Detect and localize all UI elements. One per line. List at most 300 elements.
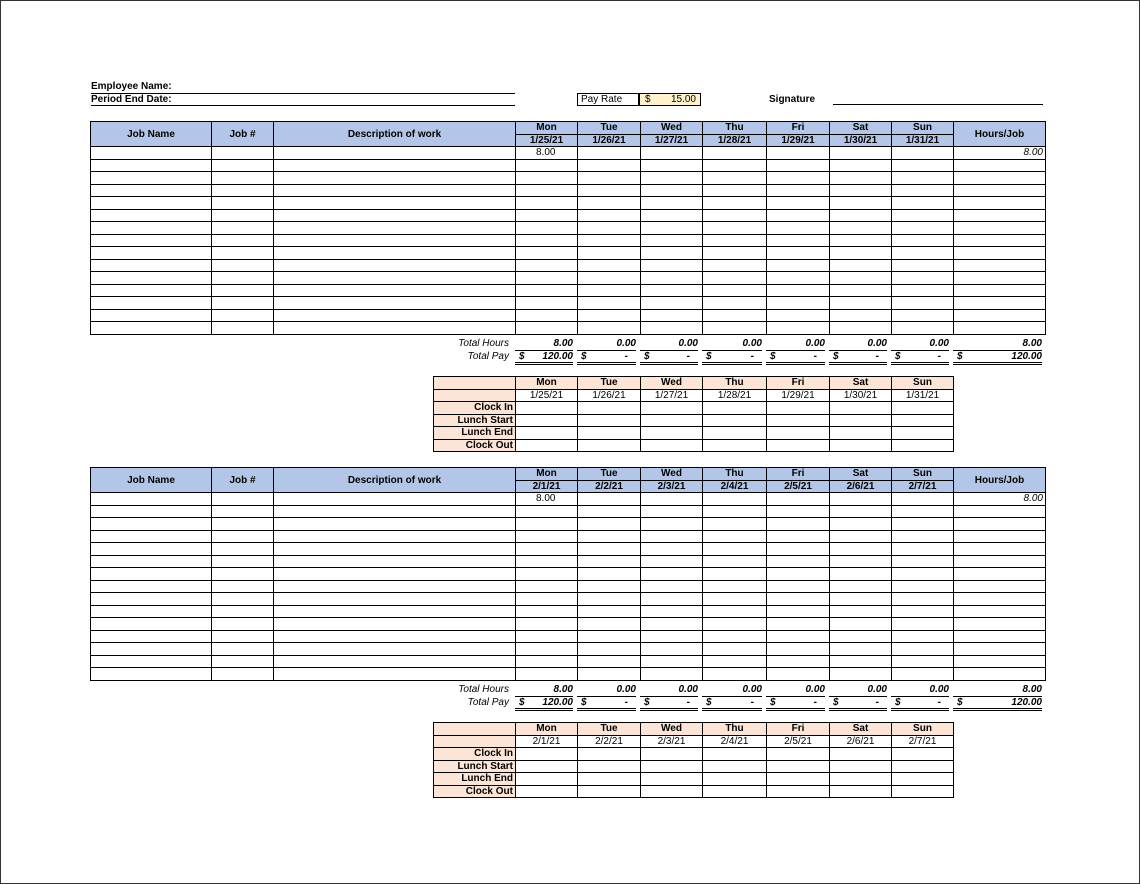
entry-cell[interactable] [274,568,516,581]
entry-cell[interactable] [892,147,954,160]
entry-cell[interactable] [954,172,1046,185]
clock-cell[interactable] [767,427,830,440]
entry-cell[interactable] [954,505,1046,518]
entry-cell[interactable] [91,505,212,518]
entry-cell[interactable] [641,184,703,197]
entry-cell[interactable] [954,234,1046,247]
entry-cell[interactable] [274,655,516,668]
clock-cell[interactable] [892,402,954,415]
clock-cell[interactable] [516,402,578,415]
entry-cell[interactable] [91,630,212,643]
entry-cell[interactable] [830,505,892,518]
entry-cell[interactable] [516,518,578,531]
entry-cell[interactable] [830,518,892,531]
entry-cell[interactable] [578,297,641,310]
entry-cell[interactable] [516,234,578,247]
entry-cell[interactable] [212,322,274,335]
entry-cell[interactable] [892,184,954,197]
entry-cell[interactable] [91,147,212,160]
entry-cell[interactable] [91,593,212,606]
entry-cell[interactable] [274,543,516,556]
entry-cell[interactable] [641,259,703,272]
entry-cell[interactable] [892,555,954,568]
entry-cell[interactable] [212,605,274,618]
entry-cell[interactable] [274,284,516,297]
entry-cell[interactable] [767,518,830,531]
entry-cell[interactable] [767,197,830,210]
entry-cell[interactable] [578,147,641,160]
entry-cell[interactable] [516,172,578,185]
entry-cell[interactable] [516,284,578,297]
entry-cell[interactable] [954,643,1046,656]
entry-cell[interactable] [516,259,578,272]
entry-cell[interactable] [578,505,641,518]
entry-cell[interactable] [703,322,767,335]
entry-cell[interactable] [516,159,578,172]
entry-cell[interactable] [703,309,767,322]
entry-cell[interactable] [767,234,830,247]
entry-cell[interactable] [830,247,892,260]
entry-cell[interactable] [274,618,516,631]
entry-cell[interactable] [830,259,892,272]
entry-cell[interactable] [830,159,892,172]
entry-cell[interactable] [274,505,516,518]
entry-cell[interactable] [578,222,641,235]
entry-cell[interactable] [641,172,703,185]
entry-cell[interactable] [212,297,274,310]
entry-cell[interactable] [212,655,274,668]
clock-cell[interactable] [892,748,954,761]
entry-cell[interactable] [516,209,578,222]
mon-hours-cell[interactable]: 8.00 [516,147,578,160]
entry-cell[interactable] [274,184,516,197]
entry-cell[interactable] [516,593,578,606]
entry-cell[interactable] [516,568,578,581]
entry-cell[interactable] [641,655,703,668]
entry-cell[interactable] [767,605,830,618]
entry-cell[interactable] [516,297,578,310]
entry-cell[interactable] [91,493,212,506]
clock-cell[interactable] [703,785,767,798]
entry-cell[interactable] [641,555,703,568]
entry-cell[interactable] [274,593,516,606]
entry-cell[interactable] [274,309,516,322]
entry-cell[interactable] [641,147,703,160]
clock-cell[interactable] [830,785,892,798]
entry-cell[interactable] [641,643,703,656]
entry-cell[interactable] [91,297,212,310]
entry-cell[interactable] [516,322,578,335]
entry-cell[interactable] [767,568,830,581]
entry-cell[interactable] [91,309,212,322]
clock-cell[interactable] [516,785,578,798]
entry-cell[interactable] [830,605,892,618]
entry-cell[interactable] [274,259,516,272]
entry-cell[interactable] [274,209,516,222]
entry-cell[interactable] [516,668,578,681]
entry-cell[interactable] [954,668,1046,681]
clock-cell[interactable] [767,414,830,427]
clock-cell[interactable] [578,785,641,798]
entry-cell[interactable] [516,543,578,556]
entry-cell[interactable] [830,297,892,310]
entry-cell[interactable] [91,259,212,272]
entry-cell[interactable] [703,618,767,631]
entry-cell[interactable] [91,530,212,543]
clock-cell[interactable] [767,773,830,786]
entry-cell[interactable] [830,322,892,335]
clock-cell[interactable] [892,785,954,798]
entry-cell[interactable] [516,643,578,656]
entry-cell[interactable] [516,272,578,285]
entry-cell[interactable] [578,184,641,197]
entry-cell[interactable] [578,234,641,247]
entry-cell[interactable] [516,184,578,197]
entry-cell[interactable] [767,147,830,160]
entry-cell[interactable] [703,234,767,247]
entry-cell[interactable] [274,322,516,335]
entry-cell[interactable] [641,272,703,285]
entry-cell[interactable] [212,518,274,531]
entry-cell[interactable] [274,643,516,656]
entry-cell[interactable] [578,197,641,210]
entry-cell[interactable] [767,259,830,272]
clock-cell[interactable] [578,439,641,452]
entry-cell[interactable] [91,184,212,197]
entry-cell[interactable] [212,172,274,185]
entry-cell[interactable] [578,655,641,668]
entry-cell[interactable] [274,172,516,185]
clock-cell[interactable] [830,439,892,452]
entry-cell[interactable] [91,580,212,593]
entry-cell[interactable] [212,284,274,297]
entry-cell[interactable] [212,197,274,210]
clock-cell[interactable] [641,439,703,452]
entry-cell[interactable] [578,272,641,285]
entry-cell[interactable] [892,209,954,222]
entry-cell[interactable] [91,643,212,656]
entry-cell[interactable] [830,209,892,222]
entry-cell[interactable] [91,655,212,668]
entry-cell[interactable] [954,568,1046,581]
entry-cell[interactable] [641,580,703,593]
clock-cell[interactable] [578,760,641,773]
entry-cell[interactable] [830,543,892,556]
entry-cell[interactable] [91,197,212,210]
clock-cell[interactable] [516,439,578,452]
entry-cell[interactable] [516,247,578,260]
entry-cell[interactable] [892,222,954,235]
entry-cell[interactable] [892,518,954,531]
entry-cell[interactable] [954,284,1046,297]
entry-cell[interactable] [641,222,703,235]
entry-cell[interactable] [830,655,892,668]
entry-cell[interactable] [578,643,641,656]
entry-cell[interactable] [578,618,641,631]
entry-cell[interactable] [892,493,954,506]
entry-cell[interactable] [767,505,830,518]
entry-cell[interactable] [274,247,516,260]
entry-cell[interactable] [954,309,1046,322]
entry-cell[interactable] [91,543,212,556]
clock-cell[interactable] [830,773,892,786]
entry-cell[interactable] [91,322,212,335]
entry-cell[interactable] [578,309,641,322]
entry-cell[interactable] [767,272,830,285]
entry-cell[interactable] [954,655,1046,668]
entry-cell[interactable] [703,605,767,618]
entry-cell[interactable] [212,159,274,172]
entry-cell[interactable] [892,309,954,322]
entry-cell[interactable] [767,580,830,593]
entry-cell[interactable] [578,605,641,618]
entry-cell[interactable] [274,493,516,506]
entry-cell[interactable] [703,222,767,235]
entry-cell[interactable] [274,147,516,160]
entry-cell[interactable] [954,530,1046,543]
entry-cell[interactable] [830,172,892,185]
entry-cell[interactable] [767,530,830,543]
entry-cell[interactable] [954,159,1046,172]
entry-cell[interactable] [767,493,830,506]
entry-cell[interactable] [892,505,954,518]
entry-cell[interactable] [91,555,212,568]
entry-cell[interactable] [892,297,954,310]
entry-cell[interactable] [830,555,892,568]
entry-cell[interactable] [703,593,767,606]
entry-cell[interactable] [830,630,892,643]
hours-per-job-cell[interactable]: 8.00 [954,493,1046,506]
entry-cell[interactable] [212,493,274,506]
clock-cell[interactable] [767,760,830,773]
clock-cell[interactable] [578,402,641,415]
clock-cell[interactable] [767,785,830,798]
entry-cell[interactable] [641,197,703,210]
entry-cell[interactable] [892,618,954,631]
entry-cell[interactable] [91,284,212,297]
entry-cell[interactable] [767,222,830,235]
entry-cell[interactable] [830,309,892,322]
entry-cell[interactable] [212,668,274,681]
entry-cell[interactable] [212,543,274,556]
entry-cell[interactable] [641,593,703,606]
entry-cell[interactable] [212,530,274,543]
entry-cell[interactable] [212,247,274,260]
entry-cell[interactable] [516,197,578,210]
entry-cell[interactable] [703,209,767,222]
entry-cell[interactable] [830,493,892,506]
entry-cell[interactable] [767,309,830,322]
entry-cell[interactable] [892,568,954,581]
entry-cell[interactable] [830,184,892,197]
clock-cell[interactable] [767,402,830,415]
entry-cell[interactable] [954,518,1046,531]
entry-cell[interactable] [91,234,212,247]
entry-cell[interactable] [578,322,641,335]
entry-cell[interactable] [641,159,703,172]
entry-cell[interactable] [274,272,516,285]
entry-cell[interactable] [767,284,830,297]
entry-cell[interactable] [954,593,1046,606]
entry-cell[interactable] [274,605,516,618]
clock-cell[interactable] [703,773,767,786]
entry-cell[interactable] [578,530,641,543]
entry-cell[interactable] [516,222,578,235]
entry-cell[interactable] [892,643,954,656]
hours-per-job-cell[interactable]: 8.00 [954,147,1046,160]
entry-cell[interactable] [578,172,641,185]
entry-cell[interactable] [767,655,830,668]
entry-cell[interactable] [641,668,703,681]
clock-cell[interactable] [516,427,578,440]
clock-cell[interactable] [892,773,954,786]
entry-cell[interactable] [954,580,1046,593]
entry-cell[interactable] [516,309,578,322]
entry-cell[interactable] [91,618,212,631]
entry-cell[interactable] [892,172,954,185]
entry-cell[interactable] [703,284,767,297]
entry-cell[interactable] [578,284,641,297]
entry-cell[interactable] [578,518,641,531]
entry-cell[interactable] [578,668,641,681]
entry-cell[interactable] [954,630,1046,643]
entry-cell[interactable] [767,247,830,260]
clock-cell[interactable] [641,427,703,440]
entry-cell[interactable] [641,630,703,643]
entry-cell[interactable] [703,197,767,210]
entry-cell[interactable] [212,272,274,285]
entry-cell[interactable] [578,630,641,643]
entry-cell[interactable] [830,272,892,285]
entry-cell[interactable] [274,530,516,543]
mon-hours-cell[interactable]: 8.00 [516,493,578,506]
entry-cell[interactable] [212,630,274,643]
entry-cell[interactable] [641,543,703,556]
period-end-line[interactable] [91,105,515,106]
entry-cell[interactable] [516,618,578,631]
entry-cell[interactable] [767,297,830,310]
entry-cell[interactable] [91,668,212,681]
entry-cell[interactable] [641,530,703,543]
entry-cell[interactable] [641,505,703,518]
entry-cell[interactable] [892,234,954,247]
entry-cell[interactable] [212,618,274,631]
entry-cell[interactable] [703,147,767,160]
entry-cell[interactable] [91,209,212,222]
entry-cell[interactable] [703,668,767,681]
entry-cell[interactable] [954,272,1046,285]
entry-cell[interactable] [703,518,767,531]
entry-cell[interactable] [91,222,212,235]
entry-cell[interactable] [954,209,1046,222]
entry-cell[interactable] [767,593,830,606]
entry-cell[interactable] [212,147,274,160]
entry-cell[interactable] [212,309,274,322]
entry-cell[interactable] [703,630,767,643]
entry-cell[interactable] [767,172,830,185]
entry-cell[interactable] [274,234,516,247]
clock-cell[interactable] [830,427,892,440]
clock-cell[interactable] [703,760,767,773]
entry-cell[interactable] [91,272,212,285]
entry-cell[interactable] [954,322,1046,335]
entry-cell[interactable] [703,159,767,172]
entry-cell[interactable] [91,605,212,618]
entry-cell[interactable] [954,247,1046,260]
entry-cell[interactable] [274,555,516,568]
clock-cell[interactable] [830,748,892,761]
entry-cell[interactable] [892,284,954,297]
entry-cell[interactable] [892,322,954,335]
entry-cell[interactable] [830,234,892,247]
entry-cell[interactable] [212,568,274,581]
entry-cell[interactable] [274,630,516,643]
entry-cell[interactable] [703,172,767,185]
entry-cell[interactable] [892,530,954,543]
entry-cell[interactable] [578,568,641,581]
entry-cell[interactable] [212,593,274,606]
entry-cell[interactable] [954,197,1046,210]
entry-cell[interactable] [91,518,212,531]
entry-cell[interactable] [212,184,274,197]
entry-cell[interactable] [892,159,954,172]
entry-cell[interactable] [212,580,274,593]
entry-cell[interactable] [830,568,892,581]
entry-cell[interactable] [767,555,830,568]
entry-cell[interactable] [767,630,830,643]
clock-cell[interactable] [703,402,767,415]
entry-cell[interactable] [516,605,578,618]
entry-cell[interactable] [641,297,703,310]
entry-cell[interactable] [578,580,641,593]
entry-cell[interactable] [892,580,954,593]
entry-cell[interactable] [954,184,1046,197]
entry-cell[interactable] [274,518,516,531]
entry-cell[interactable] [892,197,954,210]
entry-cell[interactable] [274,197,516,210]
clock-cell[interactable] [892,414,954,427]
entry-cell[interactable] [578,493,641,506]
entry-cell[interactable] [703,297,767,310]
entry-cell[interactable] [892,543,954,556]
entry-cell[interactable] [703,580,767,593]
entry-cell[interactable] [516,630,578,643]
entry-cell[interactable] [516,505,578,518]
entry-cell[interactable] [578,209,641,222]
entry-cell[interactable] [641,518,703,531]
entry-cell[interactable] [274,159,516,172]
entry-cell[interactable] [830,222,892,235]
entry-cell[interactable] [212,234,274,247]
clock-cell[interactable] [641,414,703,427]
entry-cell[interactable] [91,172,212,185]
entry-cell[interactable] [641,605,703,618]
entry-cell[interactable] [703,247,767,260]
clock-cell[interactable] [830,402,892,415]
entry-cell[interactable] [274,222,516,235]
signature-line[interactable] [833,104,1043,105]
clock-cell[interactable] [892,427,954,440]
clock-cell[interactable] [578,427,641,440]
entry-cell[interactable] [516,530,578,543]
entry-cell[interactable] [578,555,641,568]
entry-cell[interactable] [954,605,1046,618]
entry-cell[interactable] [892,655,954,668]
entry-cell[interactable] [578,543,641,556]
clock-cell[interactable] [767,748,830,761]
clock-cell[interactable] [767,439,830,452]
entry-cell[interactable] [516,555,578,568]
